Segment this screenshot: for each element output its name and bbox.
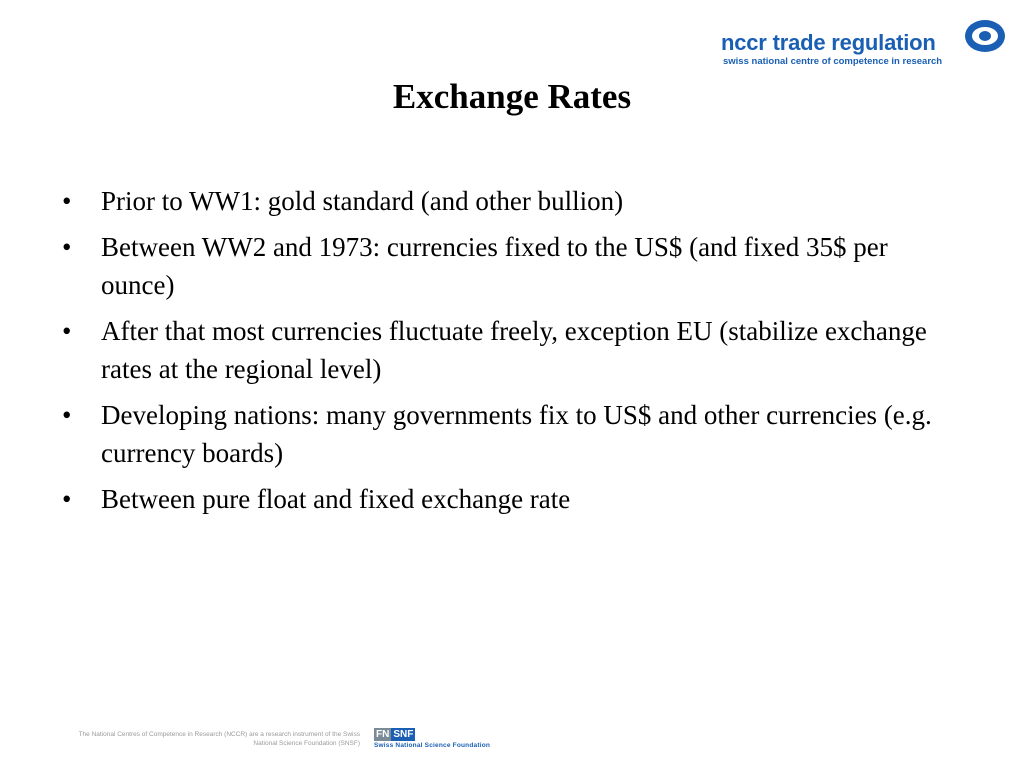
bullet-marker: • xyxy=(62,484,72,514)
nccr-logo xyxy=(721,16,1011,72)
snf-mark xyxy=(374,728,415,741)
bullet-text: After that most currencies fluctuate freely, exception EU (stabilize exchange rates at the regional level) xyxy=(101,316,927,384)
snf-logo xyxy=(374,728,499,750)
bullet-text: Between WW2 and 1973: currencies fixed to the US$ (and fixed 35$ per ounce) xyxy=(101,232,888,300)
bullet-item xyxy=(58,312,958,388)
footer-note: The National Centres of Competence in Research (NCCR) are a research instrument of the Swiss National Science Foundation (SNSF) xyxy=(78,731,360,747)
bullet-item xyxy=(58,228,958,304)
bullet-item xyxy=(58,480,958,518)
bullet-marker: • xyxy=(62,232,72,262)
bullet-item xyxy=(58,182,958,220)
logo-wordmark xyxy=(721,30,936,56)
bullet-marker: • xyxy=(62,316,72,346)
snf-mark-fn: FN xyxy=(376,729,390,740)
bullet-text: Developing nations: many governments fix to US$ and other currencies (e.g. currency boards) xyxy=(101,400,932,468)
bullet-text: Between pure float and fixed exchange rate xyxy=(101,484,571,514)
eye-icon xyxy=(963,16,1007,56)
slide-title: Exchange Rates xyxy=(392,77,632,116)
snf-logo-text: Swiss National Science Foundation xyxy=(374,742,491,749)
bullet-marker: • xyxy=(62,186,72,216)
bullet-list xyxy=(58,182,958,526)
bullet-marker: • xyxy=(62,400,72,430)
logo-tagline: swiss national centre of competence in research xyxy=(723,56,943,67)
bullet-item xyxy=(58,396,958,472)
snf-mark-snf: SNF xyxy=(393,729,414,740)
logo-wordmark-accent: nccr xyxy=(721,30,767,55)
logo-wordmark-main: trade regulation xyxy=(766,30,936,55)
bullet-text: Prior to WW1: gold standard (and other bullion) xyxy=(101,186,624,216)
